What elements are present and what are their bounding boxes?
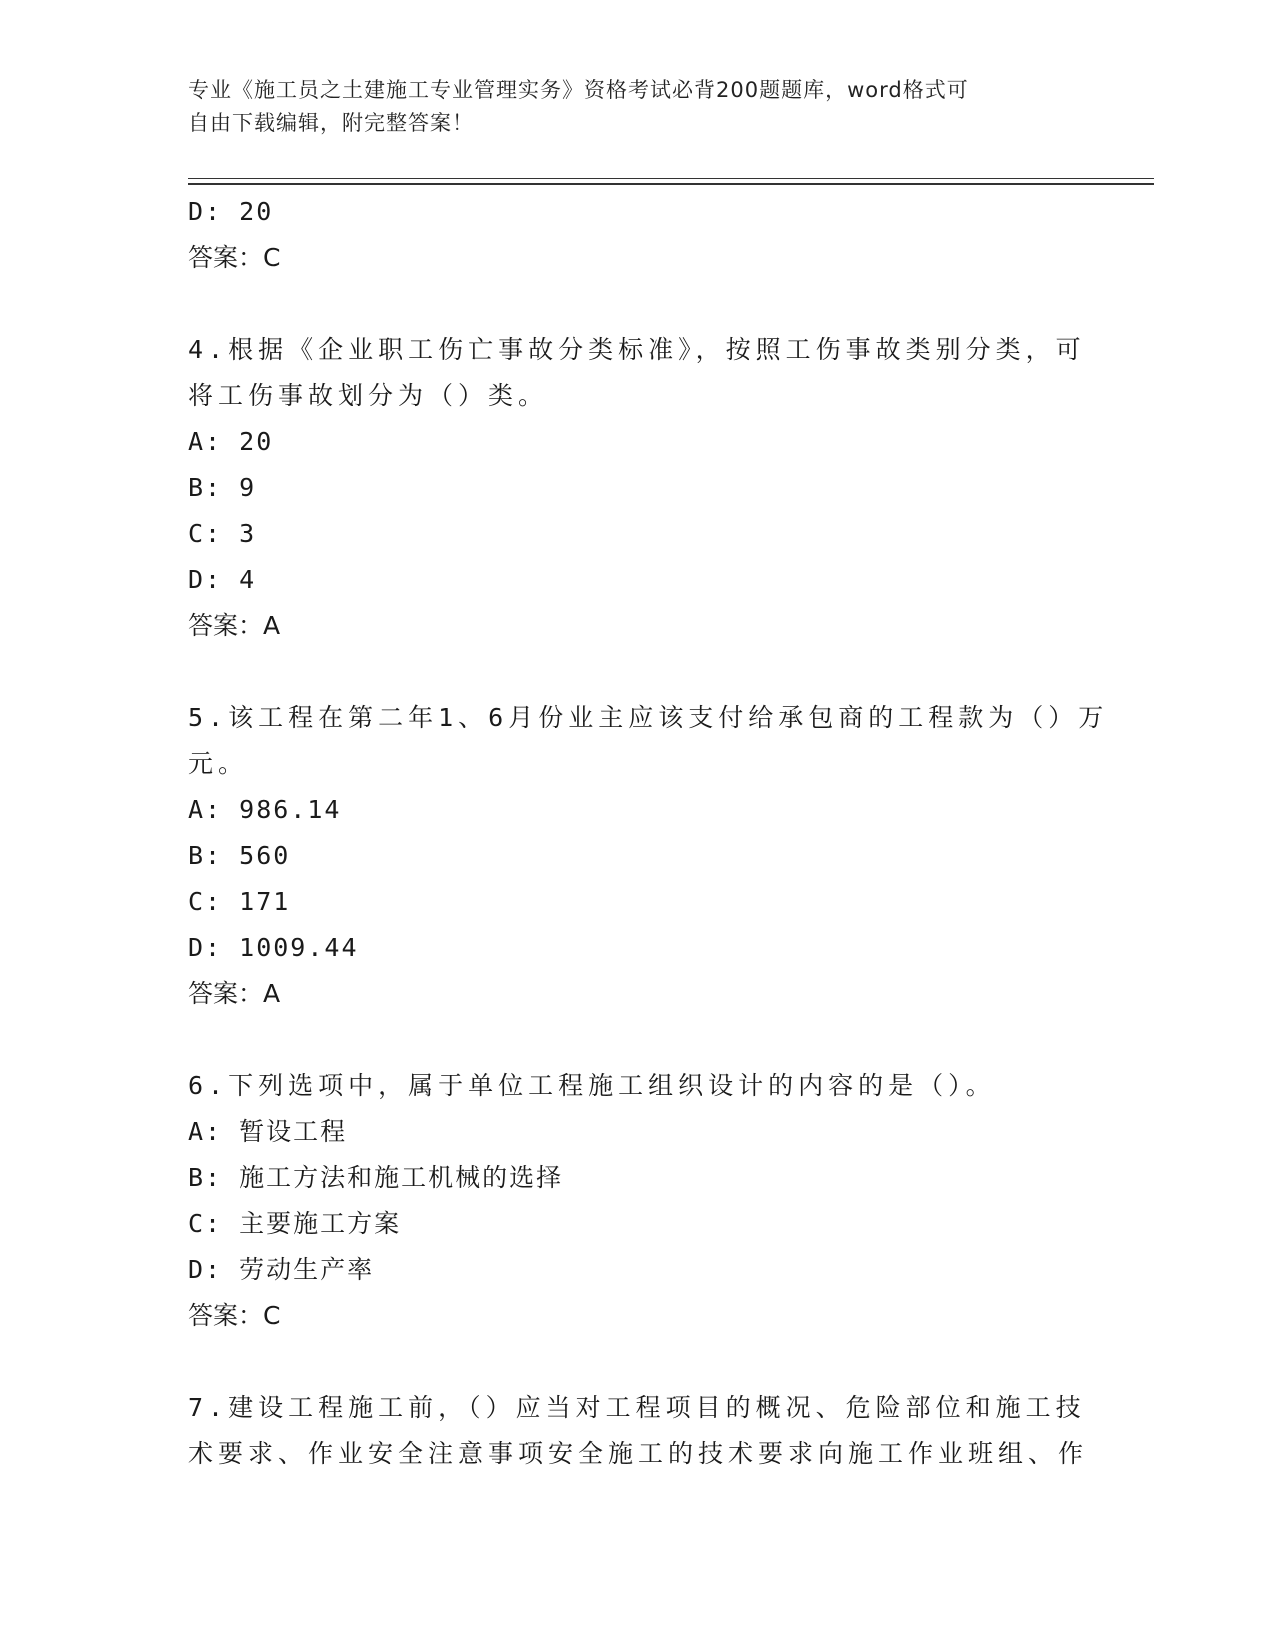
question-title-line: 7.建设工程施工前，（）应当对工程项目的概况、危险部位和施工技	[188, 1393, 1086, 1422]
option-d: D: 1009.44	[188, 933, 359, 962]
option-c: C: 主要施工方案	[188, 1209, 402, 1238]
question-block	[188, 1385, 1089, 1477]
question-title-line: 术要求、作业安全注意事项安全施工的技术要求向施工作业班组、作	[188, 1439, 1089, 1468]
question-title-line: 将工伤事故划分为（）类。	[188, 381, 549, 410]
option-b: B: 施工方法和施工机械的选择	[188, 1163, 564, 1192]
option-d: D: 劳动生产率	[188, 1255, 375, 1284]
option-c: C: 3	[188, 519, 257, 548]
option-a: A: 暂设工程	[188, 1117, 348, 1146]
option-c: C: 171	[188, 887, 291, 916]
header-divider-thick	[188, 183, 1154, 185]
option-d: D: 4	[188, 565, 257, 594]
question-block	[188, 695, 1109, 1017]
question-content	[188, 189, 1109, 1477]
answer-line: 答案：C	[188, 243, 281, 272]
answer-line: 答案：A	[188, 979, 281, 1008]
question-title-line: 6.下列选项中，属于单位工程施工组织设计的内容的是（）。	[188, 1071, 996, 1100]
option-a: A: 20	[188, 427, 274, 456]
question-title-line: 元。	[188, 749, 249, 778]
question-block	[188, 1063, 1068, 1339]
header-line-1: 专业《施工员之土建施工专业管理实务》资格考试必背200题题库，word格式可	[188, 78, 969, 102]
option-d: D: 20	[188, 197, 274, 226]
question-block	[188, 327, 1086, 649]
option-b: B: 9	[188, 473, 257, 502]
question-title-line: 5.该工程在第二年1、6月份业主应该支付给承包商的工程款为（）万	[188, 703, 1109, 732]
question-title-line: 4.根据《企业职工伤亡事故分类标准》，按照工伤事故类别分类，可	[188, 335, 1086, 364]
answer-line: 答案：C	[188, 1301, 281, 1330]
header-divider-thin	[188, 178, 1154, 179]
answer-line: 答案：A	[188, 611, 281, 640]
option-b: B: 560	[188, 841, 291, 870]
header-line-2: 自由下载编辑，附完整答案！	[188, 111, 474, 135]
option-a: A: 986.14	[188, 795, 342, 824]
page-header	[188, 74, 1068, 140]
